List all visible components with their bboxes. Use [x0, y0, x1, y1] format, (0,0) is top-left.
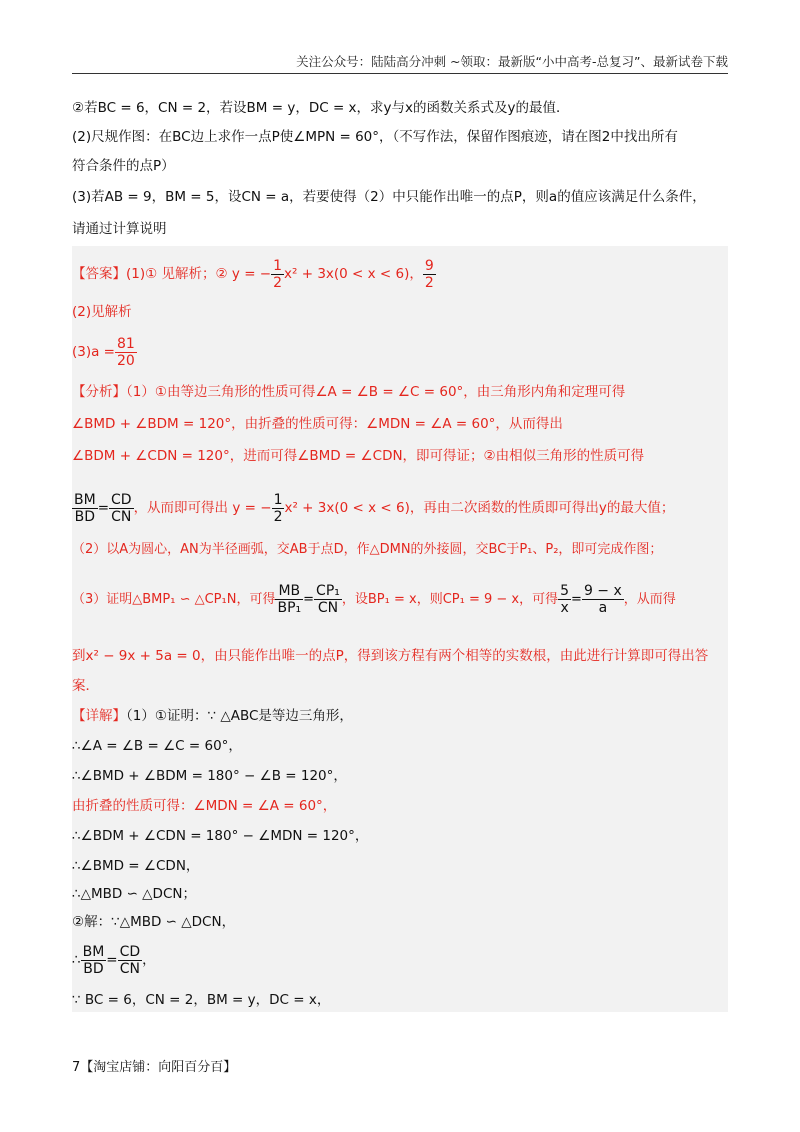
question-line-4: (3)若AB = 9，BM = 5，设CN = a，若要使得（2）中只能作出唯一的点P，则a的值应该满足什么条件， [72, 189, 706, 205]
analysis-fraction-9x-a [582, 583, 624, 616]
question-line-3: 符合条件的点P） [72, 158, 175, 174]
fraction-numerator: 9 − x [583, 583, 622, 599]
fraction-denominator: 2 [424, 274, 434, 291]
detail-label: 【详解】 [72, 708, 126, 724]
fraction-denominator: 20 [117, 352, 135, 369]
answer-line-3 [72, 334, 732, 370]
fraction-denominator: 2 [273, 274, 283, 291]
fraction-denominator: CN [119, 960, 140, 977]
answer-3-fraction [115, 336, 137, 369]
question-line-1: ②若BC = 6，CN = 2，若设BM = y，DC = x，求y与x的函数关系式及y的最值． [72, 100, 570, 116]
answer-1-max [423, 258, 436, 291]
answer-1-fraction [271, 258, 284, 291]
therefore-symbol: ∴ [72, 952, 81, 968]
fraction-denominator: a [598, 600, 608, 616]
analysis-line-1 [72, 382, 732, 402]
detail-line-7: ∴△MBD ∽ △DCN； [72, 886, 196, 902]
fraction-denominator: CN [111, 508, 132, 525]
analysis-line-4-end: x² + 3x(0 < x < 6)，再由二次函数的性质即可得出y的最大值； [284, 500, 675, 516]
analysis-line-8: 案． [72, 678, 99, 694]
detail-line-8: ②解：∵△MBD ∽ △DCN， [72, 914, 236, 930]
analysis-line-5: （2）以A为圆心，AN为半径画弧，交AB于点D，作△DMN的外接圆，交BC于P₁、P₂，即可完成作图； [72, 542, 663, 557]
analysis-line-2: ∠BMD + ∠BDM = 120°，由折叠的性质可得：∠MDN = ∠A = 60°，从而得出 [72, 416, 563, 432]
fraction-numerator: 81 [117, 335, 135, 352]
analysis-fraction-half [272, 492, 285, 525]
analysis-line-6-c: ，从而得 [623, 592, 676, 607]
detail-line-4-text: 由折叠的性质可得：∠MDN = ∠A = 60°， [72, 798, 337, 814]
fraction-numerator: 1 [273, 491, 283, 508]
detail-line-6: ∴∠BMD = ∠CDN， [72, 858, 200, 874]
answer-line-1 [72, 256, 732, 292]
analysis-line-6-b: ，设BP₁ = x，则CP₁ = 9 − x，可得 [341, 592, 559, 607]
page-footer: 7【淘宝店铺：向阳百分百】 [72, 1060, 237, 1075]
fraction-denominator: CN [317, 600, 339, 616]
analysis-line-6: （3）证明△BMP₁ ∽ △CP₁N，可得 $\frac{MB}{\text{BP₁}}$ = $\frac{\text{CP₁}}{CN}$ ，设BP₁ = x，则CP₁ = 9 − x，可得 $\frac{5}{x}$ = $\frac{9 - x}{a}$ ，从而得 [72, 583, 676, 616]
fraction-numerator: 9 [424, 257, 434, 274]
analysis-line-4 [72, 490, 732, 526]
detail-line-2: ∴∠A = ∠B = ∠C = 60°， [72, 738, 242, 754]
analysis-fraction-cd-cn [109, 492, 134, 525]
fraction-numerator: BM [74, 491, 96, 508]
detail-line-5: ∴∠BDM + ∠CDN = 180° − ∠MDN = 120°， [72, 828, 369, 844]
question-line-5: 请通过计算说明 [72, 221, 167, 237]
fraction-numerator: MB [275, 583, 303, 600]
answer-1-prefix: (1)① 见解析；② y = − [126, 266, 272, 282]
fraction-numerator: CP₁ [316, 583, 340, 599]
detail-line-9-end: ， [142, 952, 156, 968]
detail-fraction-bm-bd [81, 944, 107, 977]
fraction-denominator: BD [74, 508, 96, 525]
page-header: 关注公众号：陆陆高分冲刺 ~领取：最新版“小中高考-总复习”、最新试卷下载 [296, 54, 728, 69]
fraction-denominator: BD [83, 960, 104, 977]
fraction-numerator: 5 [560, 583, 570, 599]
detail-fraction-cd-cn [118, 944, 143, 977]
answer-3-prefix: (3)a = [72, 344, 115, 360]
fraction-numerator: 1 [273, 257, 283, 274]
analysis-fraction-cp1-cn [314, 583, 342, 616]
analysis-line-7: 到x² − 9x + 5a = 0，由只能作出唯一的点P，得到该方程有两个相等的实数根，由此进行计算即可得出答 [72, 648, 709, 664]
answer-line-2: (2)见解析 [72, 304, 132, 320]
detail-line-9: ∴ $\frac{BM}{BD}$ = $\frac{CD}{CN}$ ， [72, 943, 156, 977]
analysis-line-6-a: （3）证明△BMP₁ ∽ △CP₁N，可得 [72, 592, 276, 607]
detail-line-4 [72, 796, 732, 816]
fraction-denominator: 2 [273, 508, 283, 525]
analysis-line-4-mid: ，从而即可得出 y = − [133, 500, 272, 516]
fraction-numerator: CD [119, 943, 141, 960]
analysis-label: 【分析】 [72, 384, 126, 400]
analysis-line-1-text: （1）①由等边三角形的性质可得∠A = ∠B = ∠C = 60°，由三角形内角和定理可得 [126, 384, 626, 400]
question-line-2: (2)尺规作图：在BC边上求作一点P使∠MPN = 60°，（不写作法，保留作图痕迹，请在图2中找出所有 [72, 129, 678, 145]
detail-line-1-text: （1）①证明：∵ △ABC是等边三角形， [126, 708, 353, 724]
analysis-fraction-bm-bd [72, 492, 98, 525]
fraction-denominator: BP₁ [277, 600, 302, 616]
equals-sign: = [97, 500, 109, 516]
analysis-line-3: ∠BDM + ∠CDN = 120°，进而可得∠BMD = ∠CDN，即可得证；②由相似三角形的性质可得 [72, 448, 645, 464]
analysis-fraction-5-x [558, 583, 571, 616]
header-divider [72, 73, 728, 74]
answer-1-suffix: x² + 3x(0 < x < 6)， [284, 266, 423, 282]
fraction-denominator: x [560, 600, 569, 616]
detail-line-10: ∵ BC = 6，CN = 2，BM = y，DC = x， [72, 992, 331, 1008]
detail-line-3: ∴∠BMD + ∠BDM = 180° − ∠B = 120°， [72, 768, 347, 784]
answer-label: 【答案】 [72, 266, 126, 282]
detail-line-1 [72, 706, 732, 726]
analysis-fraction-mb-bp1 [275, 583, 303, 616]
fraction-numerator: BM [82, 943, 105, 960]
fraction-numerator: CD [111, 491, 132, 508]
